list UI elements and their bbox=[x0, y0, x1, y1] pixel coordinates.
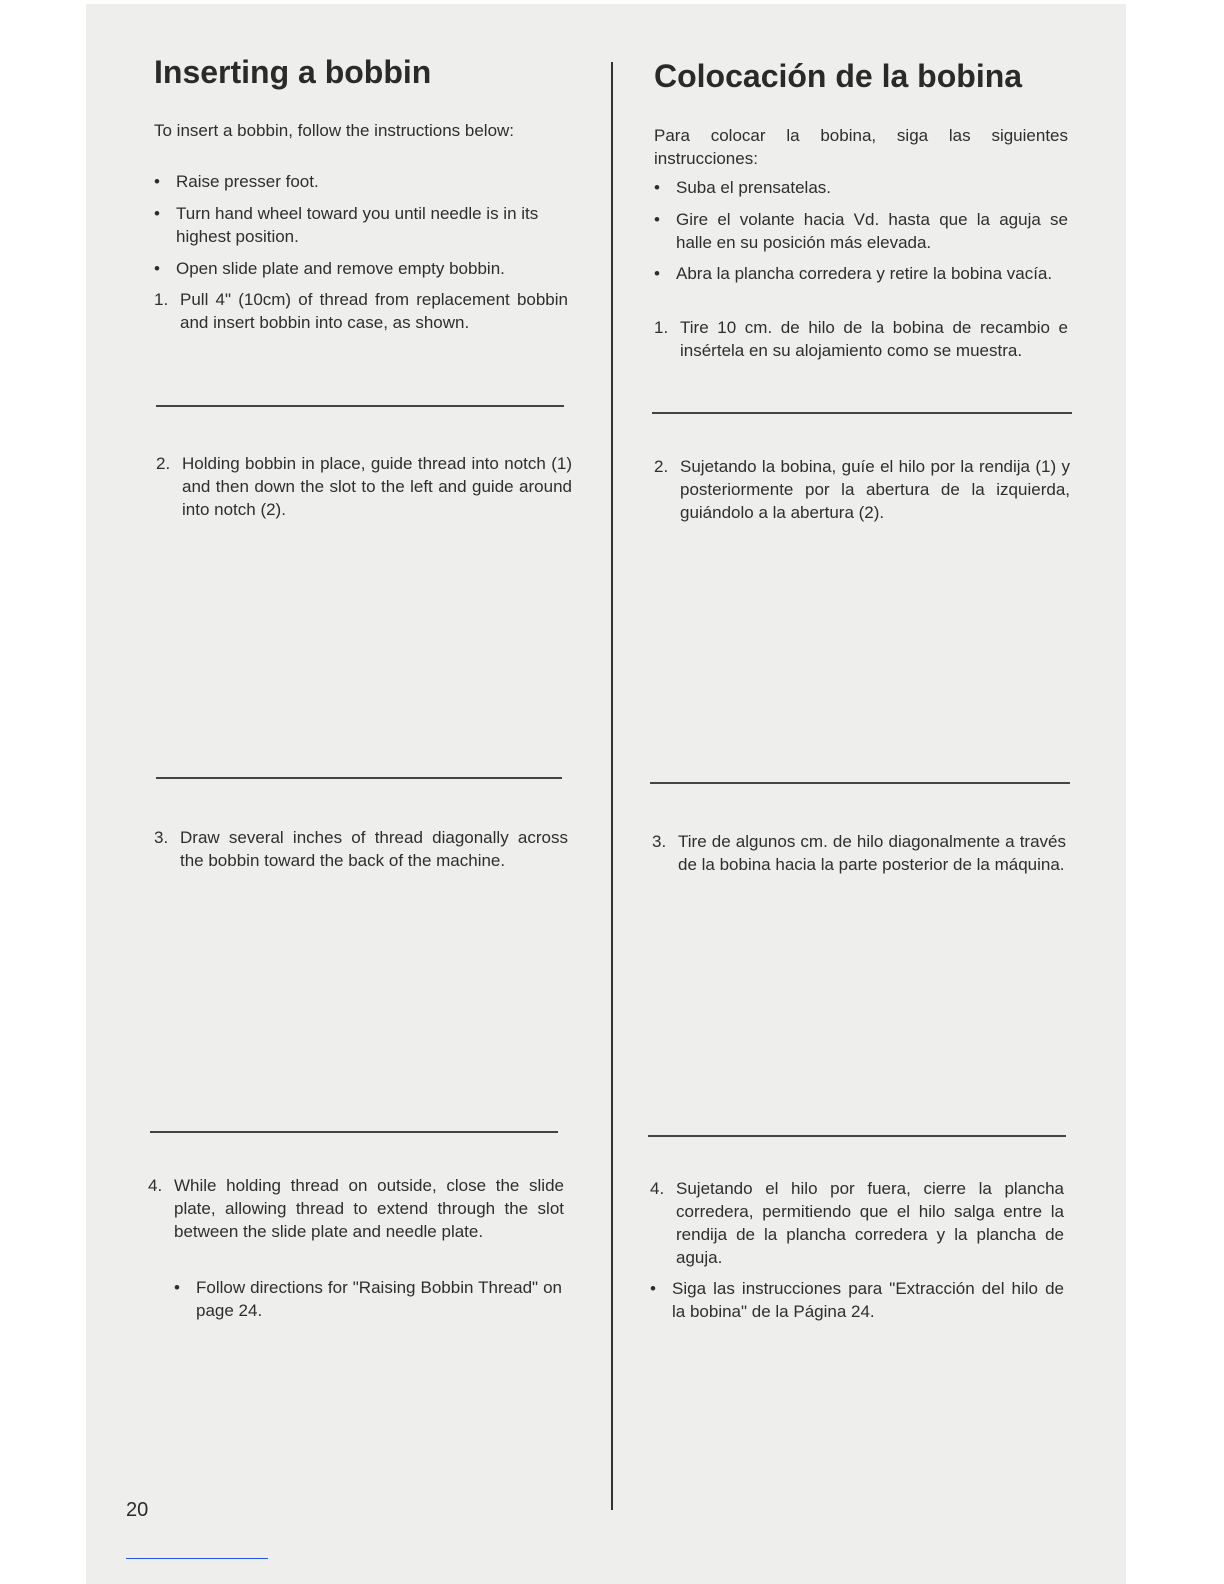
step-number: 4. bbox=[148, 1176, 163, 1195]
spanish-title: Colocación de la bobina bbox=[654, 58, 1023, 94]
page-number: 20 bbox=[126, 1499, 149, 1521]
spanish-step-3 bbox=[652, 830, 1066, 876]
english-title: Inserting a bobbin bbox=[154, 54, 432, 90]
english-bullet-text: Open slide plate and remove empty bobbin. bbox=[176, 259, 505, 278]
step-text: While holding thread on outside, close the slide plate, allowing thread to extend through the slot between the slide plate and needle plate. bbox=[174, 1176, 564, 1241]
english-step-2 bbox=[156, 452, 572, 521]
step-text: Tire de algunos cm. de hilo diagonalmente a través de la bobina hacia la parte posterior de la máquina. bbox=[678, 832, 1066, 874]
step-number: 1. bbox=[154, 290, 169, 309]
step-number: 4. bbox=[650, 1179, 665, 1198]
english-final-bullet bbox=[174, 1276, 562, 1322]
section-rule bbox=[150, 1131, 558, 1133]
bullet-icon: • bbox=[654, 178, 660, 197]
spanish-final-bullet bbox=[650, 1277, 1064, 1323]
english-bullet-text: Follow directions for "Raising Bobbin Thread" on page 24. bbox=[196, 1278, 562, 1320]
step-text: Holding bobbin in place, guide thread into notch (1) and then down the slot to the left and guide around into notch (2). bbox=[182, 454, 572, 519]
step-number: 3. bbox=[652, 832, 667, 851]
bullet-icon: • bbox=[154, 204, 160, 223]
bullet-icon: • bbox=[174, 1278, 180, 1297]
english-bullet-2 bbox=[154, 202, 568, 248]
english-step-3 bbox=[154, 826, 568, 872]
spanish-bullet-2 bbox=[654, 208, 1068, 254]
spanish-step-4 bbox=[650, 1177, 1064, 1269]
column-divider bbox=[611, 62, 613, 1510]
english-intro: To insert a bobbin, follow the instructions below: bbox=[154, 121, 515, 140]
bullet-icon: • bbox=[654, 264, 660, 283]
spanish-bullet-text: Abra la plancha corredera y retire la bobina vacía. bbox=[676, 264, 1053, 283]
step-text: Sujetando el hilo por fuera, cierre la plancha corredera, permitiendo que el hilo salga entre la rendija de la plancha corredera y la plancha de aguja. bbox=[676, 1179, 1064, 1267]
footer-link-underline bbox=[126, 1558, 268, 1559]
english-bullet-3 bbox=[154, 257, 576, 280]
spanish-intro: Para colocar la bobina, siga las siguientes instrucciones: bbox=[654, 126, 1068, 168]
spanish-step-1 bbox=[654, 316, 1068, 362]
section-rule bbox=[648, 1135, 1066, 1137]
spanish-bullet-text: Siga las instrucciones para "Extracción del hilo de la bobina" de la Página 24. bbox=[672, 1279, 1064, 1321]
step-text: Pull 4" (10cm) of thread from replacement bobbin and insert bobbin into case, as shown. bbox=[180, 290, 568, 332]
step-number: 3. bbox=[154, 828, 169, 847]
spanish-bullet-1 bbox=[654, 176, 1070, 199]
step-text: Tire 10 cm. de hilo de la bobina de recambio e insértela en su alojamiento como se muestra. bbox=[680, 318, 1068, 360]
english-bullet-text: Raise presser foot. bbox=[176, 172, 319, 191]
spanish-bullet-text: Gire el volante hacia Vd. hasta que la aguja se halle en su posición más elevada. bbox=[676, 210, 1068, 252]
step-text: Draw several inches of thread diagonally across the bobbin toward the back of the machine. bbox=[180, 828, 568, 870]
spanish-step-2 bbox=[654, 455, 1070, 524]
step-number: 2. bbox=[156, 454, 171, 473]
section-rule bbox=[650, 782, 1070, 784]
english-bullet-text: Turn hand wheel toward you until needle is in its highest position. bbox=[176, 204, 539, 246]
section-rule bbox=[156, 405, 564, 407]
section-rule bbox=[652, 412, 1072, 414]
english-step-1 bbox=[154, 288, 568, 334]
step-number: 1. bbox=[654, 318, 669, 337]
step-number: 2. bbox=[654, 457, 669, 476]
english-bullet-1 bbox=[154, 170, 568, 193]
bullet-icon: • bbox=[654, 210, 660, 229]
bullet-icon: • bbox=[650, 1279, 656, 1298]
step-text: Sujetando la bobina, guíe el hilo por la rendija (1) y posteriormente por la abertura de la izquierda, guiándolo a la abertura (2). bbox=[680, 457, 1070, 522]
section-rule bbox=[156, 777, 562, 779]
spanish-bullet-text: Suba el prensatelas. bbox=[676, 178, 831, 197]
bullet-icon: • bbox=[154, 172, 160, 191]
english-step-4 bbox=[148, 1174, 564, 1243]
bullet-icon: • bbox=[154, 259, 160, 278]
spanish-bullet-3 bbox=[654, 262, 1070, 285]
